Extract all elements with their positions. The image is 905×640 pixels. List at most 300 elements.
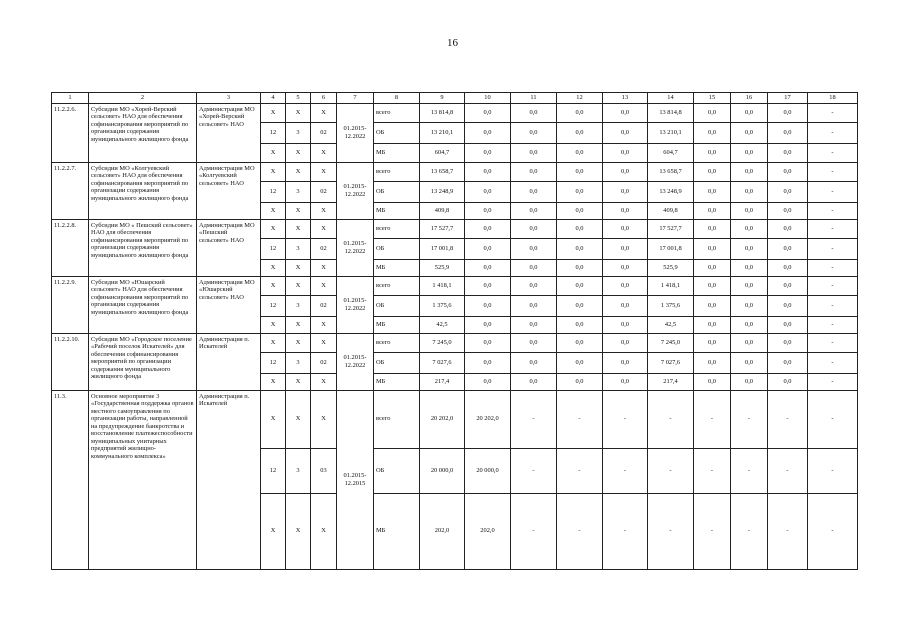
item-name: Субсидии МО «Городское поселение «Рабочий поселок Искателей» для обеспечения софинансирования мероприятий по организации содержания муниципального жилищного фонда	[89, 333, 197, 390]
code-cell: X	[286, 143, 311, 162]
code-cell: 02	[311, 181, 337, 202]
value-cell: 7 245,0	[420, 333, 465, 352]
value-cell: -	[511, 493, 557, 569]
value-cell: 0,0	[511, 162, 557, 181]
value-cell: 0,0	[768, 181, 808, 202]
value-cell: 409,8	[420, 202, 465, 219]
column-header: 4	[261, 93, 286, 104]
value-cell: 0,0	[511, 316, 557, 333]
funding-source: ОБ	[374, 448, 420, 493]
code-cell: X	[311, 143, 337, 162]
value-cell: 0,0	[694, 238, 731, 259]
item-period: 01.2015-12.2022	[337, 333, 374, 390]
value-cell: -	[694, 493, 731, 569]
item-name: Субсидии МО «Колгуевский сельсовет» НАО для обеспечения софинансирования мероприятий по организации содержания муниципального жилищного фонда	[89, 162, 197, 219]
value-cell: 20 000,0	[420, 448, 465, 493]
value-cell: 0,0	[511, 373, 557, 390]
value-cell: -	[808, 202, 858, 219]
value-cell: 0,0	[603, 181, 648, 202]
value-cell: 0,0	[768, 352, 808, 373]
value-cell: 0,0	[511, 352, 557, 373]
code-cell: X	[261, 276, 286, 295]
value-cell: 0,0	[557, 103, 603, 122]
value-cell: 0,0	[557, 276, 603, 295]
value-cell: 7 245,0	[648, 333, 694, 352]
value-cell: 0,0	[511, 238, 557, 259]
code-cell: X	[261, 493, 286, 569]
value-cell: -	[768, 493, 808, 569]
value-cell: 0,0	[768, 316, 808, 333]
value-cell: 0,0	[511, 143, 557, 162]
code-cell: X	[286, 259, 311, 276]
item-period: 01.2015-12.2022	[337, 103, 374, 162]
code-cell: X	[261, 219, 286, 238]
value-cell: -	[768, 390, 808, 448]
funding-source: МБ	[374, 316, 420, 333]
code-cell: X	[311, 316, 337, 333]
column-header: 9	[420, 93, 465, 104]
item-executor: Администрация п. Искателей	[197, 333, 261, 390]
value-cell: 0,0	[557, 162, 603, 181]
value-cell: 17 001,8	[420, 238, 465, 259]
value-cell: 0,0	[731, 295, 768, 316]
value-cell: -	[557, 390, 603, 448]
value-cell: -	[808, 162, 858, 181]
table-row	[52, 219, 858, 238]
value-cell: 0,0	[768, 333, 808, 352]
funding-source: ОБ	[374, 181, 420, 202]
value-cell: 0,0	[465, 122, 511, 143]
value-cell: 1 418,1	[648, 276, 694, 295]
value-cell: 0,0	[694, 143, 731, 162]
page-number: 16	[447, 37, 458, 49]
value-cell: 0,0	[511, 202, 557, 219]
funding-source: ОБ	[374, 295, 420, 316]
table-row	[52, 390, 858, 448]
item-period: 01.2015-12.2022	[337, 276, 374, 333]
value-cell: 0,0	[731, 238, 768, 259]
column-header: 6	[311, 93, 337, 104]
value-cell: 0,0	[511, 122, 557, 143]
value-cell: 0,0	[768, 276, 808, 295]
code-cell: X	[286, 202, 311, 219]
column-header: 17	[768, 93, 808, 104]
code-cell: X	[286, 373, 311, 390]
funding-source: всего	[374, 333, 420, 352]
column-header: 2	[89, 93, 197, 104]
header-row	[52, 93, 858, 104]
value-cell: 0,0	[557, 352, 603, 373]
value-cell: 0,0	[731, 122, 768, 143]
code-cell: X	[311, 493, 337, 569]
value-cell: 0,0	[603, 276, 648, 295]
code-cell: 12	[261, 238, 286, 259]
value-cell: 7 027,6	[420, 352, 465, 373]
item-period: 01.2015-12.2022	[337, 219, 374, 276]
value-cell: 525,9	[648, 259, 694, 276]
funding-source: ОБ	[374, 238, 420, 259]
value-cell: 0,0	[465, 219, 511, 238]
value-cell: 13 814,8	[420, 103, 465, 122]
value-cell: 0,0	[557, 219, 603, 238]
value-cell: 0,0	[731, 259, 768, 276]
value-cell: 0,0	[731, 181, 768, 202]
code-cell: X	[286, 493, 311, 569]
code-cell: X	[311, 103, 337, 122]
item-number: 11.2.2.7.	[52, 162, 89, 219]
value-cell: 0,0	[465, 103, 511, 122]
value-cell: 0,0	[731, 316, 768, 333]
value-cell: -	[603, 448, 648, 493]
code-cell: X	[311, 259, 337, 276]
program-table	[51, 92, 858, 570]
value-cell: -	[648, 390, 694, 448]
item-executor: Администрация МО «Колгуевский сельсовет» НАО	[197, 162, 261, 219]
value-cell: -	[603, 390, 648, 448]
code-cell: X	[286, 219, 311, 238]
value-cell: 0,0	[694, 103, 731, 122]
item-executor: Администрация МО «Пешский сельсовет» НАО	[197, 219, 261, 276]
code-cell: 3	[286, 352, 311, 373]
funding-source: ОБ	[374, 122, 420, 143]
value-cell: 20 000,0	[465, 448, 511, 493]
value-cell: 0,0	[603, 316, 648, 333]
value-cell: 0,0	[603, 103, 648, 122]
value-cell: 13 248,9	[648, 181, 694, 202]
value-cell: -	[808, 103, 858, 122]
item-number: 11.2.2.6.	[52, 103, 89, 162]
value-cell: 0,0	[768, 202, 808, 219]
value-cell: -	[808, 181, 858, 202]
column-header: 5	[286, 93, 311, 104]
item-number: 11.2.2.8.	[52, 219, 89, 276]
code-cell: X	[261, 162, 286, 181]
value-cell: 0,0	[557, 333, 603, 352]
value-cell: -	[808, 219, 858, 238]
code-cell: 12	[261, 295, 286, 316]
code-cell: X	[261, 333, 286, 352]
column-header: 12	[557, 93, 603, 104]
code-cell: X	[311, 390, 337, 448]
code-cell: 12	[261, 122, 286, 143]
item-period: 01.2015-12.2022	[337, 162, 374, 219]
value-cell: 0,0	[465, 259, 511, 276]
column-header: 18	[808, 93, 858, 104]
value-cell: 0,0	[694, 276, 731, 295]
value-cell: 0,0	[731, 162, 768, 181]
value-cell: -	[808, 373, 858, 390]
value-cell: 202,0	[465, 493, 511, 569]
value-cell: -	[808, 493, 858, 569]
value-cell: -	[731, 390, 768, 448]
value-cell: 13 814,8	[648, 103, 694, 122]
code-cell: X	[286, 316, 311, 333]
value-cell: 0,0	[731, 143, 768, 162]
value-cell: 20 202,0	[420, 390, 465, 448]
funding-source: МБ	[374, 143, 420, 162]
code-cell: X	[261, 316, 286, 333]
column-header: 1	[52, 93, 89, 104]
column-header: 7	[337, 93, 374, 104]
value-cell: 0,0	[768, 103, 808, 122]
value-cell: -	[731, 448, 768, 493]
value-cell: 0,0	[557, 295, 603, 316]
value-cell: -	[557, 448, 603, 493]
code-cell: 02	[311, 295, 337, 316]
funding-source: МБ	[374, 259, 420, 276]
value-cell: 0,0	[768, 259, 808, 276]
code-cell: X	[311, 202, 337, 219]
value-cell: -	[808, 295, 858, 316]
value-cell: 0,0	[768, 162, 808, 181]
value-cell: 0,0	[465, 276, 511, 295]
code-cell: X	[261, 259, 286, 276]
code-cell: X	[311, 276, 337, 295]
value-cell: 42,5	[420, 316, 465, 333]
code-cell: 02	[311, 122, 337, 143]
code-cell: X	[261, 143, 286, 162]
code-cell: X	[286, 333, 311, 352]
value-cell: -	[808, 333, 858, 352]
value-cell: 0,0	[557, 122, 603, 143]
value-cell: 604,7	[648, 143, 694, 162]
value-cell: 525,9	[420, 259, 465, 276]
value-cell: 13 658,7	[648, 162, 694, 181]
value-cell: -	[648, 448, 694, 493]
code-cell: 12	[261, 181, 286, 202]
code-cell: X	[311, 333, 337, 352]
value-cell: 0,0	[731, 352, 768, 373]
column-header: 8	[374, 93, 420, 104]
value-cell: 0,0	[603, 373, 648, 390]
value-cell: 0,0	[603, 238, 648, 259]
value-cell: -	[648, 493, 694, 569]
value-cell: 0,0	[557, 316, 603, 333]
value-cell: -	[694, 448, 731, 493]
value-cell: 0,0	[511, 276, 557, 295]
value-cell: -	[808, 276, 858, 295]
value-cell: 0,0	[511, 333, 557, 352]
value-cell: 0,0	[768, 122, 808, 143]
value-cell: 0,0	[557, 202, 603, 219]
value-cell: 0,0	[603, 143, 648, 162]
value-cell: 0,0	[731, 202, 768, 219]
value-cell: 202,0	[420, 493, 465, 569]
value-cell: 0,0	[731, 103, 768, 122]
value-cell: 0,0	[557, 373, 603, 390]
value-cell: 42,5	[648, 316, 694, 333]
funding-source: всего	[374, 162, 420, 181]
column-header: 16	[731, 93, 768, 104]
code-cell: 3	[286, 238, 311, 259]
value-cell: -	[808, 143, 858, 162]
value-cell: 0,0	[465, 238, 511, 259]
value-cell: 0,0	[768, 143, 808, 162]
code-cell: 12	[261, 448, 286, 493]
value-cell: 0,0	[694, 373, 731, 390]
item-number: 11.2.2.9.	[52, 276, 89, 333]
code-cell: X	[261, 390, 286, 448]
value-cell: 0,0	[603, 219, 648, 238]
value-cell: 0,0	[603, 162, 648, 181]
value-cell: 0,0	[465, 352, 511, 373]
value-cell: 0,0	[731, 373, 768, 390]
value-cell: 0,0	[465, 181, 511, 202]
value-cell: 0,0	[768, 238, 808, 259]
column-header: 11	[511, 93, 557, 104]
value-cell: 0,0	[511, 103, 557, 122]
value-cell: 17 001,8	[648, 238, 694, 259]
value-cell: 13 248,9	[420, 181, 465, 202]
item-name: Субсидии МО « Пешский сельсовет» НАО для обеспечения софинансирования мероприятий по организации содержания муниципального жилищного фонда	[89, 219, 197, 276]
value-cell: 0,0	[768, 295, 808, 316]
code-cell: 3	[286, 122, 311, 143]
value-cell: 0,0	[557, 238, 603, 259]
value-cell: 409,8	[648, 202, 694, 219]
column-header: 3	[197, 93, 261, 104]
code-cell: X	[311, 373, 337, 390]
value-cell: 0,0	[465, 162, 511, 181]
value-cell: 217,4	[648, 373, 694, 390]
value-cell: 0,0	[511, 219, 557, 238]
value-cell: 13 210,1	[648, 122, 694, 143]
item-name: Субсидии МО «Юшарский сельсовет» НАО для обеспечения софинансирования мероприятий по организации содержания муниципального жилищного фонда	[89, 276, 197, 333]
funding-source: МБ	[374, 373, 420, 390]
funding-source: всего	[374, 219, 420, 238]
table-row	[52, 333, 858, 352]
value-cell: 0,0	[603, 259, 648, 276]
value-cell: 0,0	[768, 373, 808, 390]
value-cell: 0,0	[603, 352, 648, 373]
value-cell: 217,4	[420, 373, 465, 390]
item-executor: Администрация п. Искателей	[197, 390, 261, 569]
funding-source: всего	[374, 276, 420, 295]
item-number: 11.3.	[52, 390, 89, 569]
value-cell: -	[557, 493, 603, 569]
table-row	[52, 103, 858, 122]
column-header: 10	[465, 93, 511, 104]
code-cell: 3	[286, 295, 311, 316]
item-executor: Администрация МО «Хорей-Верский сельсовет» НАО	[197, 103, 261, 162]
funding-source: всего	[374, 103, 420, 122]
funding-source: МБ	[374, 202, 420, 219]
value-cell: 0,0	[768, 219, 808, 238]
value-cell: -	[768, 448, 808, 493]
value-cell: 0,0	[557, 181, 603, 202]
value-cell: 1 375,6	[648, 295, 694, 316]
value-cell: 0,0	[465, 143, 511, 162]
value-cell: 0,0	[694, 219, 731, 238]
column-header: 15	[694, 93, 731, 104]
code-cell: X	[286, 162, 311, 181]
value-cell: 0,0	[603, 202, 648, 219]
value-cell: 20 202,0	[465, 390, 511, 448]
value-cell: -	[808, 238, 858, 259]
code-cell: 03	[311, 448, 337, 493]
code-cell: X	[286, 390, 311, 448]
value-cell: -	[808, 352, 858, 373]
item-number: 11.2.2.10.	[52, 333, 89, 390]
value-cell: 0,0	[465, 202, 511, 219]
value-cell: 17 527,7	[648, 219, 694, 238]
value-cell: -	[808, 448, 858, 493]
value-cell: 604,7	[420, 143, 465, 162]
value-cell: -	[731, 493, 768, 569]
code-cell: X	[286, 103, 311, 122]
item-executor: Администрация МО «Юшарский сельсовет» НАО	[197, 276, 261, 333]
value-cell: 0,0	[694, 295, 731, 316]
code-cell: X	[261, 373, 286, 390]
funding-source: ОБ	[374, 352, 420, 373]
value-cell: 1 375,6	[420, 295, 465, 316]
value-cell: -	[694, 390, 731, 448]
code-cell: 02	[311, 352, 337, 373]
column-header: 13	[603, 93, 648, 104]
value-cell: 0,0	[603, 295, 648, 316]
value-cell: -	[808, 316, 858, 333]
table-row	[52, 162, 858, 181]
value-cell: 0,0	[694, 316, 731, 333]
value-cell: 13 658,7	[420, 162, 465, 181]
item-name: Основное мероприятие 3 «Государственная поддержка органов местного самоуправления по организации работы, направленной на предупреждение банкротства и восстановление платежеспособности муниципальных унитарных предприятий жилищно-коммунального комплекса»	[89, 390, 197, 569]
value-cell: 0,0	[694, 181, 731, 202]
value-cell: 0,0	[511, 181, 557, 202]
item-period: 01.2015-12.2015	[337, 390, 374, 569]
value-cell: 7 027,6	[648, 352, 694, 373]
funding-source: МБ	[374, 493, 420, 569]
code-cell: X	[286, 276, 311, 295]
value-cell: 0,0	[603, 333, 648, 352]
code-cell: 02	[311, 238, 337, 259]
value-cell: 0,0	[694, 333, 731, 352]
value-cell: 0,0	[511, 295, 557, 316]
value-cell: 1 418,1	[420, 276, 465, 295]
code-cell: 3	[286, 448, 311, 493]
value-cell: 17 527,7	[420, 219, 465, 238]
value-cell: 0,0	[731, 333, 768, 352]
value-cell: 0,0	[557, 259, 603, 276]
table-row	[52, 276, 858, 295]
value-cell: 13 210,1	[420, 122, 465, 143]
item-name: Субсидии МО «Хорей-Верский сельсовет» НАО для обеспечения софинансирования мероприятий по организации содержания муниципального жилищного фонда	[89, 103, 197, 162]
value-cell: 0,0	[511, 259, 557, 276]
value-cell: 0,0	[465, 333, 511, 352]
value-cell: 0,0	[694, 162, 731, 181]
value-cell: -	[808, 122, 858, 143]
value-cell: -	[808, 390, 858, 448]
value-cell: -	[603, 493, 648, 569]
value-cell: -	[808, 259, 858, 276]
funding-source: всего	[374, 390, 420, 448]
value-cell: 0,0	[694, 352, 731, 373]
code-cell: X	[311, 219, 337, 238]
value-cell: 0,0	[603, 122, 648, 143]
value-cell: 0,0	[694, 202, 731, 219]
value-cell: 0,0	[465, 295, 511, 316]
value-cell: 0,0	[694, 122, 731, 143]
value-cell: 0,0	[731, 276, 768, 295]
code-cell: 12	[261, 352, 286, 373]
value-cell: 0,0	[731, 219, 768, 238]
value-cell: 0,0	[694, 259, 731, 276]
column-header: 14	[648, 93, 694, 104]
value-cell: 0,0	[465, 373, 511, 390]
value-cell: 0,0	[465, 316, 511, 333]
code-cell: X	[261, 103, 286, 122]
value-cell: -	[511, 448, 557, 493]
code-cell: X	[311, 162, 337, 181]
code-cell: X	[261, 202, 286, 219]
